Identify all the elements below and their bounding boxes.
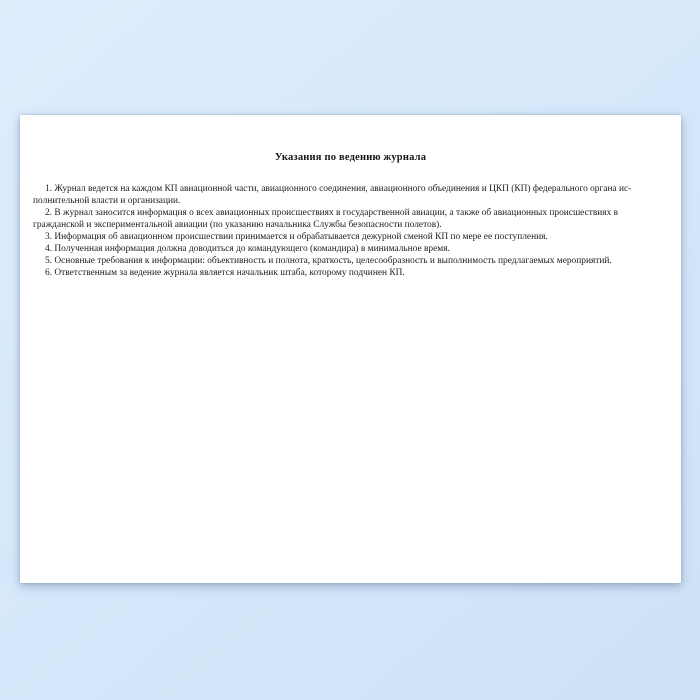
text-line: 5. Основные требования к информации: объективность и полнота, краткость, целесообразность и выполнимость предлагаемых мероприятий. [45,256,612,266]
document-body [20,183,681,279]
document-page [20,115,681,583]
document-title: Указания по ведению журнала [274,152,427,163]
paragraph [33,183,671,207]
text-line: гражданской и экспериментальной авиации (по указанию начальника Службы безопасности полетов). [33,220,442,230]
text-line: 2. В журнал заносится информация о всех авиационных происшествиях в государственной авиации, а также об авиационных происшествиях в [45,208,619,218]
text-line: 4. Полученная информация должна доводиться до командующего (командира) в минимальное время. [45,244,450,254]
text-line: 3. Информация об авиационном происшествии принимается и обрабатывается дежурной сменой КП по мере ее поступления. [45,232,548,242]
text-line: полнительной власти и организации. [33,196,181,206]
paragraph [33,267,671,279]
paragraph [33,243,671,255]
text-line: 1. Журнал ведется на каждом КП авиационной части, авиационного соединения, авиационного объединения и ЦКП (КП) федерального органа ис- [45,184,632,194]
text-line: 6. Ответственным за ведение журнала является начальник штаба, которому подчинен КП. [45,268,405,278]
paragraph [33,255,671,267]
paragraph [33,231,671,243]
paragraph [33,207,671,231]
